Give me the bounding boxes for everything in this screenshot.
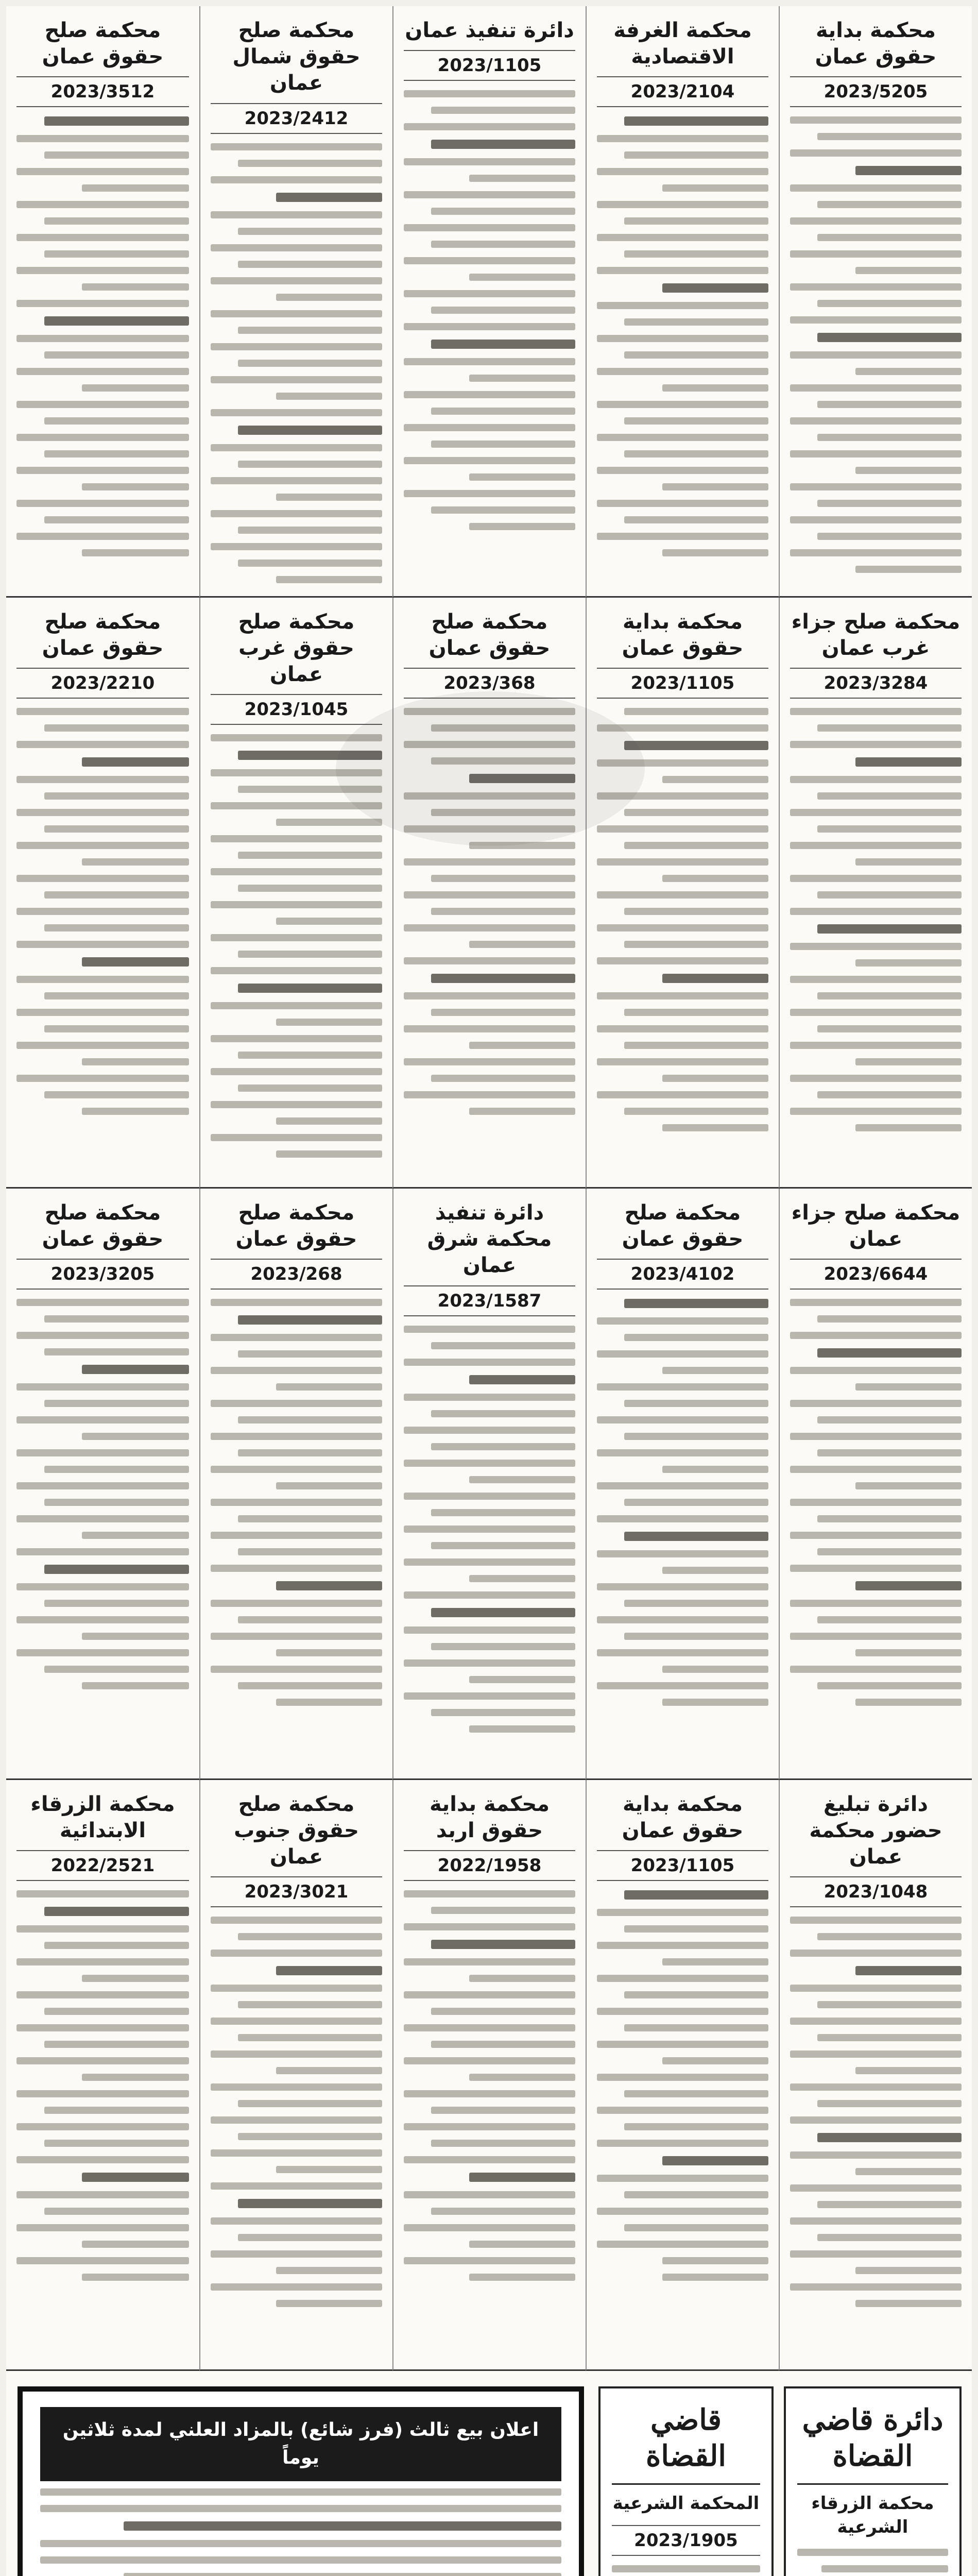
notice: [199, 1189, 392, 1780]
notice: [586, 1189, 779, 1780]
notice-body: [211, 1917, 382, 2307]
notice: [392, 6, 586, 598]
panel-subtitle: المحكمة الشرعية: [612, 2483, 760, 2516]
notice-body: [404, 708, 575, 1115]
notice-ref: 2023/3021: [211, 1876, 382, 1907]
notice-court: محكمة صلح حقوق عمان: [235, 1201, 357, 1251]
notice: [586, 598, 779, 1189]
notice-court: محكمة صلح حقوق عمان: [42, 19, 164, 69]
notice-ref: 2023/2210: [16, 668, 189, 699]
bottom-section: [6, 2371, 972, 2576]
notice-body: [211, 1299, 382, 1706]
newspaper-page: [6, 6, 972, 2576]
notice: [586, 6, 779, 598]
notice-body: [790, 1917, 962, 2307]
panel-ref: 2023/1905: [612, 2525, 760, 2556]
notice-ref: 2023/1587: [404, 1285, 575, 1316]
notice-court: محكمة صلح حقوق عمان: [622, 1201, 744, 1251]
notice-court: محكمة الغرفة الاقتصادية: [613, 19, 752, 69]
notice: [6, 1780, 199, 2371]
notice-court: محكمة صلح حقوق عمان: [428, 609, 551, 660]
notice-court: دائرة تنفيذ عمان: [405, 19, 574, 42]
panel-body: [797, 2549, 948, 2576]
notice: [392, 598, 586, 1189]
notice-body: [790, 1299, 962, 1706]
notice-ref: 2023/6644: [790, 1259, 962, 1290]
notice: [392, 1189, 586, 1780]
notice-body: [211, 734, 382, 1158]
chief-justice-panel: [598, 2386, 774, 2576]
notice-court: محكمة صلح جزاء عمان: [791, 1201, 960, 1251]
notice-ref: 2023/268: [211, 1259, 382, 1290]
notice-ref: 2023/1048: [790, 1876, 962, 1907]
notice-court: محكمة صلح حقوق غرب عمان: [238, 609, 355, 686]
notice-ref: 2023/3284: [790, 668, 962, 699]
sharia-court-panel: [784, 2386, 962, 2576]
notice-ref: 2023/3205: [16, 1259, 189, 1290]
notice-body: [16, 708, 189, 1115]
notice: [779, 6, 972, 598]
notice: [6, 6, 199, 598]
notice-court: محكمة بداية حقوق عمان: [815, 19, 937, 69]
notice-ref: 2023/1105: [404, 50, 575, 81]
notice-ref: 2022/2521: [16, 1850, 189, 1881]
notice-court: محكمة بداية حقوق عمان: [622, 609, 744, 660]
notice: [779, 1780, 972, 2371]
notice: [199, 6, 392, 598]
notice-court: محكمة صلح جزاء غرب عمان: [791, 609, 960, 660]
notice: [6, 1189, 199, 1780]
notice-court: محكمة صلح حقوق عمان: [42, 1201, 164, 1251]
notice-body: [790, 116, 962, 573]
notice-court: محكمة صلح حقوق جنوب عمان: [234, 1792, 359, 1869]
notice-body: [211, 143, 382, 583]
notice-court: محكمة بداية حقوق اربد: [430, 1792, 550, 1842]
auction-ad: [18, 2386, 584, 2576]
notice-body: [16, 116, 189, 556]
notice-ref: 2023/4102: [597, 1259, 768, 1290]
notice-court: محكمة الزرقاء الابتدائية: [30, 1792, 175, 1842]
notice: [6, 598, 199, 1189]
notice: [392, 1780, 586, 2371]
panel-body: [612, 2565, 760, 2576]
notice-body: [16, 1299, 189, 1689]
notice-ref: 2023/1105: [597, 668, 768, 699]
notice: [199, 598, 392, 1189]
panel-subtitle: محكمة الزرقاء الشرعية: [797, 2483, 948, 2539]
notice-court: محكمة صلح حقوق شمال عمان: [232, 19, 361, 95]
notice-court: دائرة تنفيذ محكمة شرق عمان: [427, 1201, 552, 1278]
notice-ref: 2023/1045: [211, 694, 382, 725]
panel-title: قاضي القضاة: [646, 2403, 726, 2473]
notice-ref: 2023/3512: [16, 76, 189, 107]
notice-body: [597, 1299, 768, 1706]
notice-ref: 2022/1958: [404, 1850, 575, 1881]
panel-title: دائرة قاضي القضاة: [802, 2403, 943, 2473]
notice: [779, 1189, 972, 1780]
notice-court: محكمة بداية حقوق عمان: [622, 1792, 744, 1842]
notice: [779, 598, 972, 1189]
notice-ref: 2023/1105: [597, 1850, 768, 1881]
notice-ref: 2023/5205: [790, 76, 962, 107]
notice-body: [597, 116, 768, 556]
notice-body: [597, 708, 768, 1131]
notices-grid: [6, 6, 972, 2371]
auction-title: اعلان بيع ثالث (فرز شائع) بالمزاد العلني لمدة ثلاثين يوماً: [40, 2407, 561, 2481]
notice-body: [404, 1326, 575, 1733]
notice-body: [404, 90, 575, 530]
notice-ref: 2023/2412: [211, 103, 382, 134]
notice-court: محكمة صلح حقوق عمان: [42, 609, 164, 660]
notice: [199, 1780, 392, 2371]
auction-body: [40, 2488, 561, 2576]
notice-body: [16, 1890, 189, 2281]
notice-ref: 2023/368: [404, 668, 575, 699]
notice: [586, 1780, 779, 2371]
notice-body: [597, 1890, 768, 2281]
notice-body: [790, 708, 962, 1131]
notice-body: [404, 1890, 575, 2281]
notice-ref: 2023/2104: [597, 76, 768, 107]
notice-court: دائرة تبليغ حضور محكمة عمان: [809, 1792, 942, 1869]
